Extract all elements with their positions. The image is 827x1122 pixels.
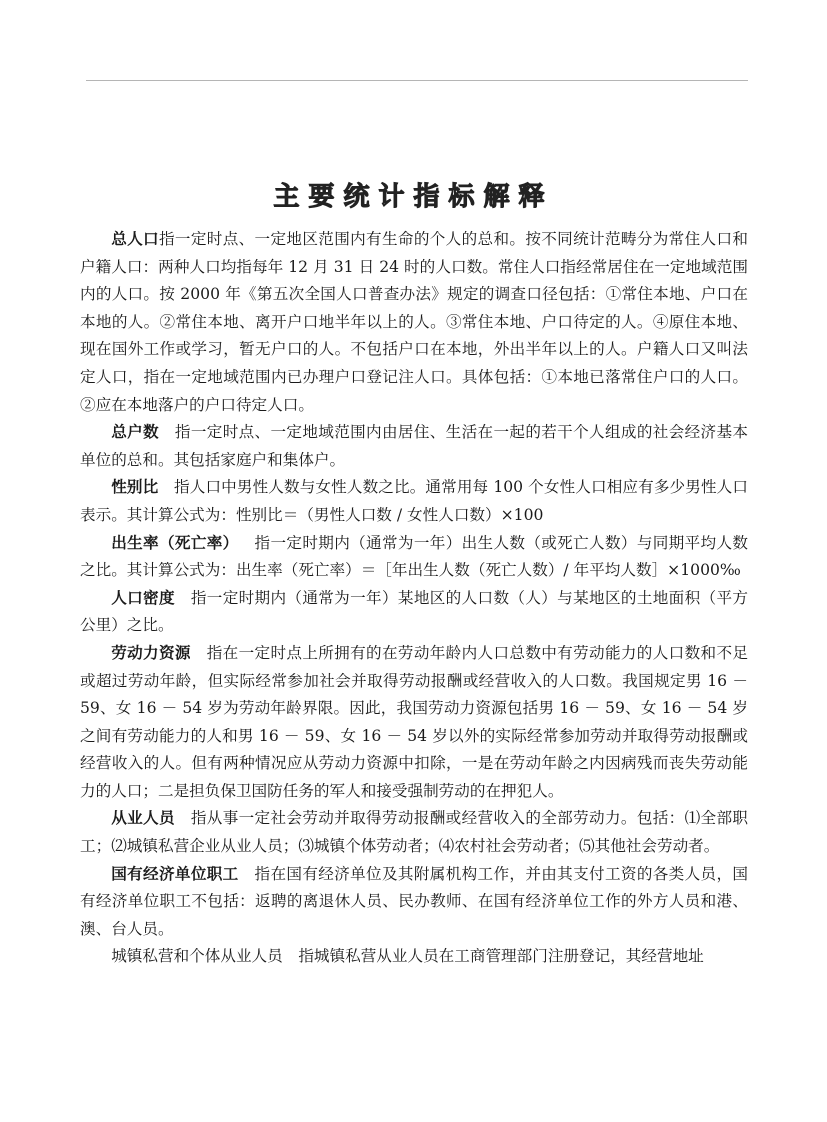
definition-employed-persons xyxy=(80,805,748,860)
term-label: 劳动力资源 xyxy=(111,643,191,662)
definition-text: 指在一定时点上所拥有的在劳动年龄内人口总数中有劳动能力的人口数和不足或超过劳动年龄，但实际经常参加社会并取得劳动报酬或经营收入的人口数。我国规定男 16 － 59、女 16 － 54 岁为劳动年龄界限。因此，我国劳动力资源包括男 16 － 59、女 16 － 54 岁之间有劳动能力的人和男 16 － 59、女 16 － 54 岁以外的实际经常参加劳动并取得劳动报酬或经营收入的人。但有两种情况应从劳动力资源中扣除，一是在劳动年龄之内因病残而丧失劳动能力的人口；二是担负保卫国防任务的军人和接受强制劳动的在押犯人。 xyxy=(80,643,748,800)
term-label: 总户数 xyxy=(111,423,159,442)
term-label: 性别比 xyxy=(111,478,159,497)
definition-total-population xyxy=(80,226,748,419)
definition-text: 指城镇私营从业人员在工商管理部门注册登记，其经营地址 xyxy=(298,947,704,966)
definition-text: 指在国有经济单位及其附属机构工作，并由其支付工资的各类人员，国有经济单位职工不包括：返聘的离退休人员、民办教师、在国有经济单位工作的外方人员和港、澳、台人员。 xyxy=(80,864,748,938)
term-label: 总人口 xyxy=(111,230,159,248)
definitions-body xyxy=(80,226,748,971)
definition-text: 指一定时点、一定地区范围内有生命的个人的总和。按不同统计范畴分为常住人口和户籍人口：两种人口均指每年 12 月 31 日 24 时的人口数。常住人口指经常居住在一定地域范围内的人口。按 2000 年《第五次全国人口普查办法》规定的调查口径包括：①常住本地、户口在本地的人。②常住本地、离开户口地半年以上的人。③常住本地、户口待定的人。④原住本地、现在国外工作或学习，暂无户口的人。不包括户口在本地，外出半年以上的人。户籍人口又叫法定人口，指在一定地域范围内已办理户口登记注人口。具体包括：①本地已落常住户口的人口。②应在本地落户的户口待定人口。 xyxy=(80,230,748,414)
definition-birth-death-rate xyxy=(80,530,748,585)
definition-sex-ratio xyxy=(80,474,748,529)
header-rule xyxy=(86,80,748,81)
definition-text: 指一定时期内（通常为一年）某地区的人口数（人）与某地区的土地面积（平方公里）之比。 xyxy=(80,588,748,635)
definition-text: 指人口中男性人数与女性人数之比。通常用每 100 个女性人口相应有多少男性人口表示。其计算公式为：性别比＝（男性人口数 / 女性人口数）×100 xyxy=(80,478,748,524)
definition-labor-resources xyxy=(80,640,748,806)
definition-total-households xyxy=(80,419,748,474)
term-label: 出生率（死亡率） xyxy=(111,533,239,552)
definition-private-individual-workers xyxy=(80,943,748,971)
term-label: 城镇私营和个体从业人员 xyxy=(111,947,283,966)
definition-population-density xyxy=(80,585,748,640)
definition-text: 指从事一定社会劳动并取得劳动报酬或经营收入的全部劳动力。包括：⑴全部职工；⑵城镇私营企业从业人员；⑶城镇个体劳动者；⑷农村社会劳动者；⑸其他社会劳动者。 xyxy=(80,809,748,856)
definition-text: 指一定时期内（通常为一年）出生人数（或死亡人数）与同期平均人数之比。其计算公式为：出生率（死亡率）＝［年出生人数（死亡人数）/ 年平均人数］×1000‰ xyxy=(80,533,748,580)
term-label: 国有经济单位职工 xyxy=(111,864,239,883)
term-label: 人口密度 xyxy=(111,588,175,607)
page-title: 主要统计指标解释 xyxy=(273,182,554,213)
definition-text: 指一定时点、一定地域范围内由居住、生活在一起的若干个人组成的社会经济基本单位的总和。其包括家庭户和集体户。 xyxy=(80,423,748,469)
definition-state-owned-staff xyxy=(80,861,748,944)
term-label: 从业人员 xyxy=(111,809,175,828)
